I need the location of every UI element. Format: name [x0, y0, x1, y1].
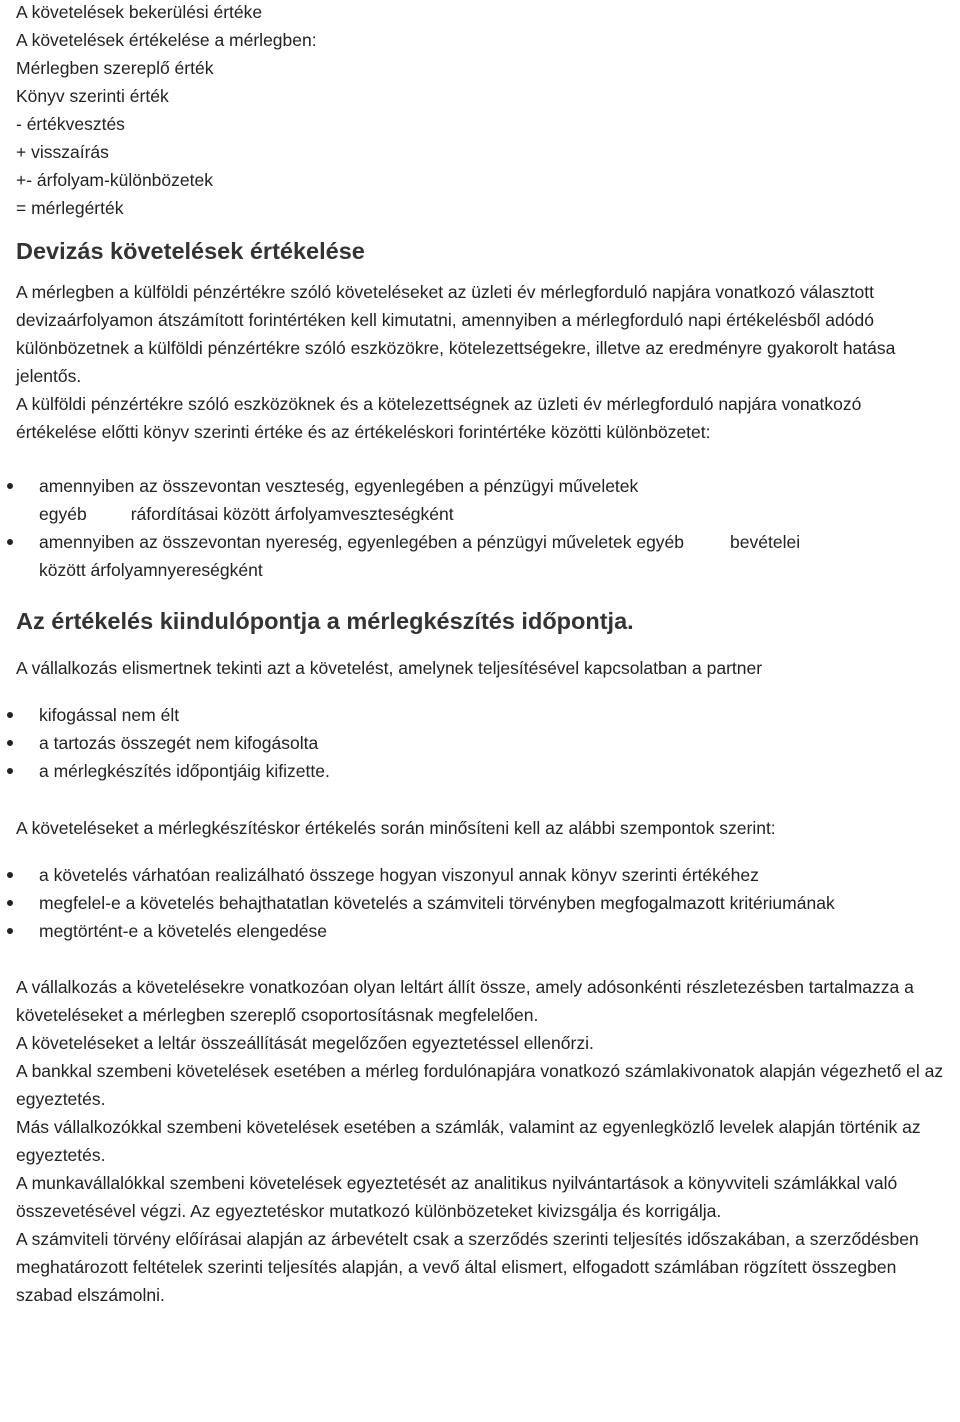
- leltar-paragraph: A bankkal szembeni követelések esetében a mérleg fordulónapjára vonatkozó számlakivonatok alapján végezhető el az egyeztetés.: [16, 1061, 944, 1109]
- list-item: [16, 861, 946, 889]
- leltar-paragraph: Más vállalkozókkal szembeni követelések esetében a számlák, valamint az egyenlegközlő levelek alapján történik az egyeztetés.: [16, 1117, 921, 1165]
- intro-line: + visszaírás: [16, 142, 109, 162]
- bullet-icon: [7, 768, 13, 774]
- leltar-paragraph: A számviteli törvény előírásai alapján az árbevételt csak a szerződés szerinti teljesítés időszakában, a szerződésben meghatározott feltételek szerinti teljesítés alapján, a vevő által elismert, elfogadott számlában rögzített összegben szabad elszámolni.: [16, 1229, 919, 1305]
- list-item-text: bevételei: [730, 532, 801, 552]
- list-item: [16, 472, 946, 528]
- partner-paragraph: A vállalkozás elismertnek tekinti azt a követelést, amelynek teljesítésével kapcsolatban a partner: [16, 658, 763, 678]
- list-item-text: a követelés várhatóan realizálható összege hogyan viszonyul annak könyv szerinti értékéhez: [39, 865, 759, 885]
- bullet-icon: [7, 483, 13, 489]
- heading-kiindulopont: Az értékelés kiindulópontja a mérlegkészítés időpontja.: [16, 608, 634, 634]
- leltar-block: [16, 973, 946, 1309]
- list-item-text: a mérlegkészítés időpontjáig kifizette.: [39, 761, 330, 781]
- list-item-text: a tartozás összegét nem kifogásolta: [39, 733, 319, 753]
- list-item: [16, 917, 946, 945]
- intro-line: = mérlegérték: [16, 198, 124, 218]
- bullet-icon: [7, 872, 13, 878]
- list-item: [16, 757, 946, 785]
- devizas-paragraph: A mérlegben a külföldi pénzértékre szóló követeléseket az üzleti év mérlegforduló napjára vonatkozó választott devizaárfolyamon átszámított forintértéken kell kimutatni, amennyiben a mérlegforduló napi értékelésből adódó különbözetnek a külföldi pénzértékre szóló eszközökre, kötelezettségekre, illetve az eredményre gyakorolt hatása jelentős.: [16, 282, 896, 386]
- bullet-icon: [7, 539, 13, 545]
- intro-line: A követelések értékelése a mérlegben:: [16, 30, 317, 50]
- list-item-text: ráfordításai között árfolyamveszteségként: [130, 504, 454, 524]
- intro-line: Mérlegben szereplő érték: [16, 58, 214, 78]
- bullet-icon: [7, 740, 13, 746]
- list-item: [16, 701, 946, 729]
- intro-line: A követelések bekerülési értéke: [16, 2, 263, 22]
- list-item-text: megtörtént-e a követelés elengedése: [39, 921, 327, 941]
- list-item: [16, 889, 946, 917]
- leltar-paragraph: A munkavállalókkal szembeni követelések egyeztetését az analitikus nyilvántartások a könyvviteli számlákkal való összevetésével végzi. Az egyeztetéskor mutatkozó különbözeteket kivizsgálja és korrigálja.: [16, 1173, 898, 1221]
- list-item-text: megfelel-e a követelés behajthatatlan követelés a számviteli törvényben megfogalmazott kritériumának: [39, 893, 835, 913]
- partner-list: [16, 701, 946, 785]
- list-item-text: amennyiben az összevontan nyereség, egyenlegében a pénzügyi műveletek egyéb: [39, 532, 685, 552]
- intro-line: - értékvesztés: [16, 114, 125, 134]
- list-item: [16, 528, 946, 584]
- intro-block: [16, 0, 946, 222]
- list-item-text: között árfolyamnyereségként: [39, 560, 263, 580]
- intro-line: +- árfolyam-különbözetek: [16, 170, 213, 190]
- list-item-text: kifogással nem élt: [39, 705, 180, 725]
- bullet-icon: [7, 712, 13, 718]
- devizas-paragraph: A külföldi pénzértékre szóló eszközöknek és a kötelezettségnek az üzleti év mérlegforduló napjára vonatkozó értékelése előtti könyv szerinti értéke és az értékeléskori forintértéke közötti különbözetet:: [16, 394, 862, 442]
- list-item-text: egyéb: [39, 504, 87, 524]
- intro-line: Könyv szerinti érték: [16, 86, 169, 106]
- list-item: [16, 729, 946, 757]
- bullet-icon: [7, 928, 13, 934]
- leltar-paragraph: A vállalkozás a követelésekre vonatkozóan olyan leltárt állít össze, amely adósonkénti részletezésben tartalmazza a követeléseket a mérlegben szereplő csoportosításnak megfelelően.: [16, 977, 914, 1025]
- minosites-list: [16, 861, 946, 945]
- list-item-text: amennyiben az összevontan veszteség, egyenlegében a pénzügyi műveletek: [39, 476, 639, 496]
- minosites-paragraph: A követeléseket a mérlegkészítéskor értékelés során minősíteni kell az alábbi szempontok szerint:: [16, 818, 776, 838]
- leltar-paragraph: A követeléseket a leltár összeállítását megelőzően egyeztetéssel ellenőrzi.: [16, 1033, 594, 1053]
- devizas-list: [16, 472, 946, 584]
- bullet-icon: [7, 900, 13, 906]
- heading-devizas: Devizás követelések értékelése: [16, 238, 365, 264]
